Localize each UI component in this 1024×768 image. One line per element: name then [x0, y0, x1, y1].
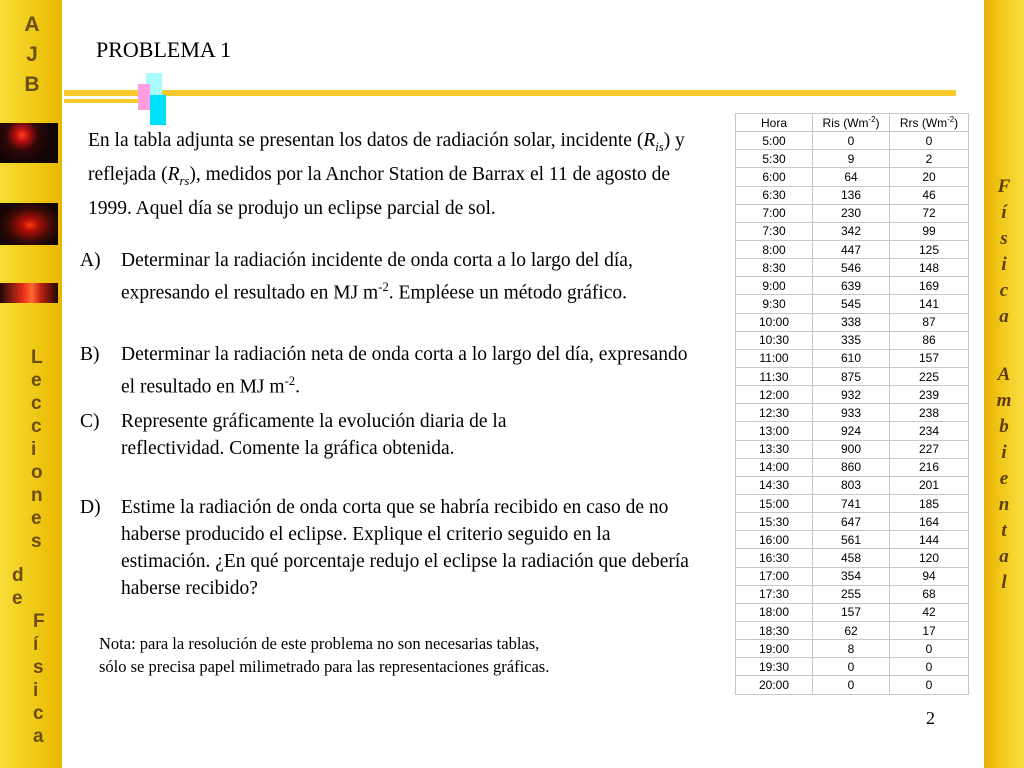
cell-ris: 458	[813, 549, 890, 567]
symbol: R	[167, 163, 180, 185]
cell-ris: 136	[813, 186, 890, 204]
cell-hora: 14:00	[736, 458, 813, 476]
cell-rrs: 239	[890, 386, 969, 404]
superscript: -2	[378, 280, 389, 294]
cell-rrs: 141	[890, 295, 969, 313]
table-row	[736, 386, 969, 404]
table-row	[736, 132, 969, 150]
cell-ris: 545	[813, 295, 890, 313]
table-row	[736, 295, 969, 313]
letter: c	[999, 280, 1009, 301]
cell-ris: 639	[813, 277, 890, 295]
cell-hora: 6:00	[736, 168, 813, 186]
cell-rrs: 148	[890, 259, 969, 277]
cell-ris: 8	[813, 640, 890, 658]
table-row	[736, 676, 969, 694]
cell-hora: 17:00	[736, 567, 813, 585]
letter: a	[999, 306, 1009, 327]
letter: n	[998, 494, 1010, 515]
table-row	[736, 603, 969, 621]
cell-ris: 647	[813, 513, 890, 531]
decorative-block	[138, 84, 150, 110]
cell-hora: 19:00	[736, 640, 813, 658]
cell-rrs: 164	[890, 513, 969, 531]
initial-letter: B	[24, 73, 40, 96]
cell-rrs: 201	[890, 476, 969, 494]
table-row	[736, 585, 969, 603]
cell-hora: 15:30	[736, 513, 813, 531]
cell-ris: 255	[813, 585, 890, 603]
item-text	[121, 341, 691, 401]
cell-hora: 9:00	[736, 277, 813, 295]
letter: i	[31, 439, 37, 460]
decorative-block	[150, 95, 166, 125]
table-row	[736, 640, 969, 658]
header-text: )	[954, 116, 959, 131]
letter: o	[31, 462, 43, 483]
cell-ris: 62	[813, 621, 890, 639]
cell-hora: 13:00	[736, 422, 813, 440]
fisica-word	[33, 610, 45, 748]
item-text	[121, 247, 691, 307]
letter: c	[33, 703, 44, 724]
initial-letter: J	[26, 43, 38, 66]
letter: i	[1001, 254, 1007, 275]
letter: s	[1000, 228, 1008, 249]
superscript: -2	[284, 374, 296, 388]
cell-hora: 13:30	[736, 440, 813, 458]
item-text-part: Determinar la radiación neta de onda corta a lo largo del día, expresando el resultado en MJ m	[121, 344, 688, 398]
letter: s	[31, 531, 42, 552]
cell-ris: 0	[813, 132, 890, 150]
radiation-data-table	[735, 113, 969, 695]
cell-hora: 11:30	[736, 367, 813, 385]
table-row	[736, 476, 969, 494]
cell-rrs: 144	[890, 531, 969, 549]
table-row	[736, 259, 969, 277]
table-row	[736, 204, 969, 222]
header-text: Rrs (Wm	[899, 116, 948, 131]
lecciones-word	[31, 346, 43, 553]
cell-rrs: 94	[890, 567, 969, 585]
cell-hora: 14:30	[736, 476, 813, 494]
table-row	[736, 458, 969, 476]
letter: d	[12, 565, 24, 586]
letter: F	[997, 176, 1011, 197]
symbol: R	[643, 130, 656, 151]
cell-ris: 447	[813, 240, 890, 258]
superscript: -2	[947, 115, 955, 125]
cell-ris: 803	[813, 476, 890, 494]
header-text: Ris (Wm	[822, 116, 869, 131]
letter: s	[33, 657, 44, 678]
cell-ris: 875	[813, 367, 890, 385]
item-text-part: Determinar la radiación incidente de onda corta a lo largo del día, expresando el resultado en MJ m	[121, 250, 633, 304]
letter: A	[997, 364, 1011, 385]
cell-ris: 933	[813, 404, 890, 422]
right-sidebar	[984, 0, 1024, 768]
left-sidebar	[0, 0, 62, 768]
cell-ris: 157	[813, 603, 890, 621]
intro-text: ), medidos por la Anchor Station de Barrax el 11 de agosto de 1999. Aquel día se produjo un eclipse parcial de sol.	[88, 163, 671, 219]
letter: n	[31, 485, 43, 506]
cell-ris: 741	[813, 494, 890, 512]
cell-rrs: 0	[890, 658, 969, 676]
cell-rrs: 17	[890, 621, 969, 639]
table-row	[736, 513, 969, 531]
cell-hora: 7:30	[736, 222, 813, 240]
table-row	[736, 313, 969, 331]
item-letter: A)	[80, 250, 101, 271]
letter: a	[999, 546, 1009, 567]
cell-rrs: 216	[890, 458, 969, 476]
cell-hora: 20:00	[736, 676, 813, 694]
table-row	[736, 494, 969, 512]
table-body	[736, 132, 969, 694]
letter: i	[33, 680, 39, 701]
header-text: )	[875, 116, 880, 131]
cell-ris: 900	[813, 440, 890, 458]
cell-rrs: 125	[890, 240, 969, 258]
table-row	[736, 621, 969, 639]
cell-ris: 546	[813, 259, 890, 277]
cell-rrs: 238	[890, 404, 969, 422]
letter: a	[33, 726, 44, 747]
item-text-part: . Empléese un método gráfico.	[388, 282, 628, 304]
cell-hora: 9:30	[736, 295, 813, 313]
header-divider-accent	[64, 99, 144, 103]
de-word	[12, 564, 24, 610]
cell-ris: 9	[813, 150, 890, 168]
note	[99, 632, 699, 678]
cell-ris: 338	[813, 313, 890, 331]
table-row	[736, 150, 969, 168]
cell-ris: 0	[813, 676, 890, 694]
photo-thumbnail	[0, 123, 58, 163]
cell-rrs: 42	[890, 603, 969, 621]
cell-rrs: 169	[890, 277, 969, 295]
intro-paragraph	[88, 127, 694, 222]
letter: t	[1001, 520, 1007, 541]
cell-ris: 0	[813, 658, 890, 676]
cell-rrs: 0	[890, 640, 969, 658]
cell-hora: 6:30	[736, 186, 813, 204]
item-letter: B)	[80, 344, 100, 365]
table-row	[736, 240, 969, 258]
cell-hora: 15:00	[736, 494, 813, 512]
table-row	[736, 222, 969, 240]
cell-ris: 561	[813, 531, 890, 549]
cell-rrs: 99	[890, 222, 969, 240]
table-row	[736, 422, 969, 440]
table-row	[736, 349, 969, 367]
table-row	[736, 168, 969, 186]
letter: c	[31, 393, 42, 414]
header-divider	[64, 90, 956, 96]
initials-ajb	[22, 10, 42, 100]
photo-thumbnail	[0, 283, 58, 303]
table-row	[736, 549, 969, 567]
cell-hora: 10:30	[736, 331, 813, 349]
item-letter: D)	[80, 497, 101, 518]
cell-ris: 335	[813, 331, 890, 349]
cell-rrs: 157	[890, 349, 969, 367]
column-header-hora: Hora	[736, 114, 813, 132]
table-header-row	[736, 114, 969, 132]
cell-hora: 8:00	[736, 240, 813, 258]
cell-rrs: 0	[890, 676, 969, 694]
letter: l	[1001, 572, 1007, 593]
photo-thumbnail	[0, 203, 58, 245]
cell-rrs: 46	[890, 186, 969, 204]
table-row	[736, 277, 969, 295]
cell-ris: 860	[813, 458, 890, 476]
table-row	[736, 404, 969, 422]
cell-hora: 7:00	[736, 204, 813, 222]
cell-ris: 924	[813, 422, 890, 440]
intro-text: ) y reflejada (	[88, 130, 685, 185]
cell-hora: 19:30	[736, 658, 813, 676]
letter: í	[1001, 202, 1007, 223]
cell-rrs: 2	[890, 150, 969, 168]
intro-text: En la tabla adjunta se presentan los datos de radiación solar, incidente (	[88, 130, 644, 151]
letter: c	[31, 416, 42, 437]
cell-hora: 11:00	[736, 349, 813, 367]
cell-hora: 16:30	[736, 549, 813, 567]
letter: í	[33, 634, 39, 655]
cell-hora: 5:00	[736, 132, 813, 150]
item-text-part: .	[295, 376, 300, 398]
initial-letter: A	[24, 13, 40, 36]
cell-rrs: 185	[890, 494, 969, 512]
cell-hora: 8:30	[736, 259, 813, 277]
cell-hora: 12:00	[736, 386, 813, 404]
ambiental-vertical-label	[984, 362, 1024, 596]
item-letter: C)	[80, 411, 100, 432]
cell-rrs: 0	[890, 132, 969, 150]
letter: L	[31, 347, 43, 368]
cell-hora: 18:30	[736, 621, 813, 639]
letter: m	[996, 390, 1012, 411]
fisica-vertical-label	[984, 174, 1024, 330]
cell-ris: 230	[813, 204, 890, 222]
letter: e	[31, 370, 42, 391]
note-line: Nota: para la resolución de este problema no son necesarias tablas,	[99, 634, 540, 653]
cell-ris: 64	[813, 168, 890, 186]
cell-rrs: 225	[890, 367, 969, 385]
symbol-subscript: is	[655, 139, 664, 154]
letter: e	[31, 508, 42, 529]
letter: e	[12, 588, 23, 609]
cell-rrs: 87	[890, 313, 969, 331]
cell-rrs: 68	[890, 585, 969, 603]
page-number: 2	[926, 708, 935, 728]
table-row	[736, 658, 969, 676]
symbol-subscript: rs	[179, 173, 190, 188]
letter: i	[1001, 442, 1007, 463]
page-title: PROBLEMA 1	[96, 37, 232, 62]
cell-hora: 17:30	[736, 585, 813, 603]
item-text: Represente gráficamente la evolución diaria de la reflectividad. Comente la gráfica obtenida.	[121, 411, 507, 459]
cell-rrs: 227	[890, 440, 969, 458]
cell-hora: 18:00	[736, 603, 813, 621]
superscript: -2	[868, 115, 876, 125]
table-row	[736, 531, 969, 549]
table-row	[736, 567, 969, 585]
cell-ris: 932	[813, 386, 890, 404]
table-row	[736, 367, 969, 385]
column-header-ris	[813, 114, 890, 132]
cell-rrs: 120	[890, 549, 969, 567]
note-line: sólo se precisa papel milimetrado para las representaciones gráficas.	[99, 657, 550, 676]
cell-rrs: 20	[890, 168, 969, 186]
cell-hora: 5:30	[736, 150, 813, 168]
cell-rrs: 86	[890, 331, 969, 349]
item-text: Estime la radiación de onda corta que se habría recibido en caso de no haberse producido el eclipse. Explique el criterio seguido en la estimación. ¿En qué porcentaje redujo el eclipse la radiación que debería haberse recibido?	[121, 497, 689, 599]
letter: b	[999, 416, 1009, 437]
table-row	[736, 331, 969, 349]
table-row	[736, 186, 969, 204]
letter: F	[33, 611, 45, 632]
cell-rrs: 72	[890, 204, 969, 222]
cell-ris: 610	[813, 349, 890, 367]
cell-ris: 354	[813, 567, 890, 585]
cell-hora: 10:00	[736, 313, 813, 331]
cell-hora: 16:00	[736, 531, 813, 549]
table-row	[736, 440, 969, 458]
letter: e	[999, 468, 1009, 489]
cell-hora: 12:30	[736, 404, 813, 422]
column-header-rrs	[890, 114, 969, 132]
cell-rrs: 234	[890, 422, 969, 440]
cell-ris: 342	[813, 222, 890, 240]
